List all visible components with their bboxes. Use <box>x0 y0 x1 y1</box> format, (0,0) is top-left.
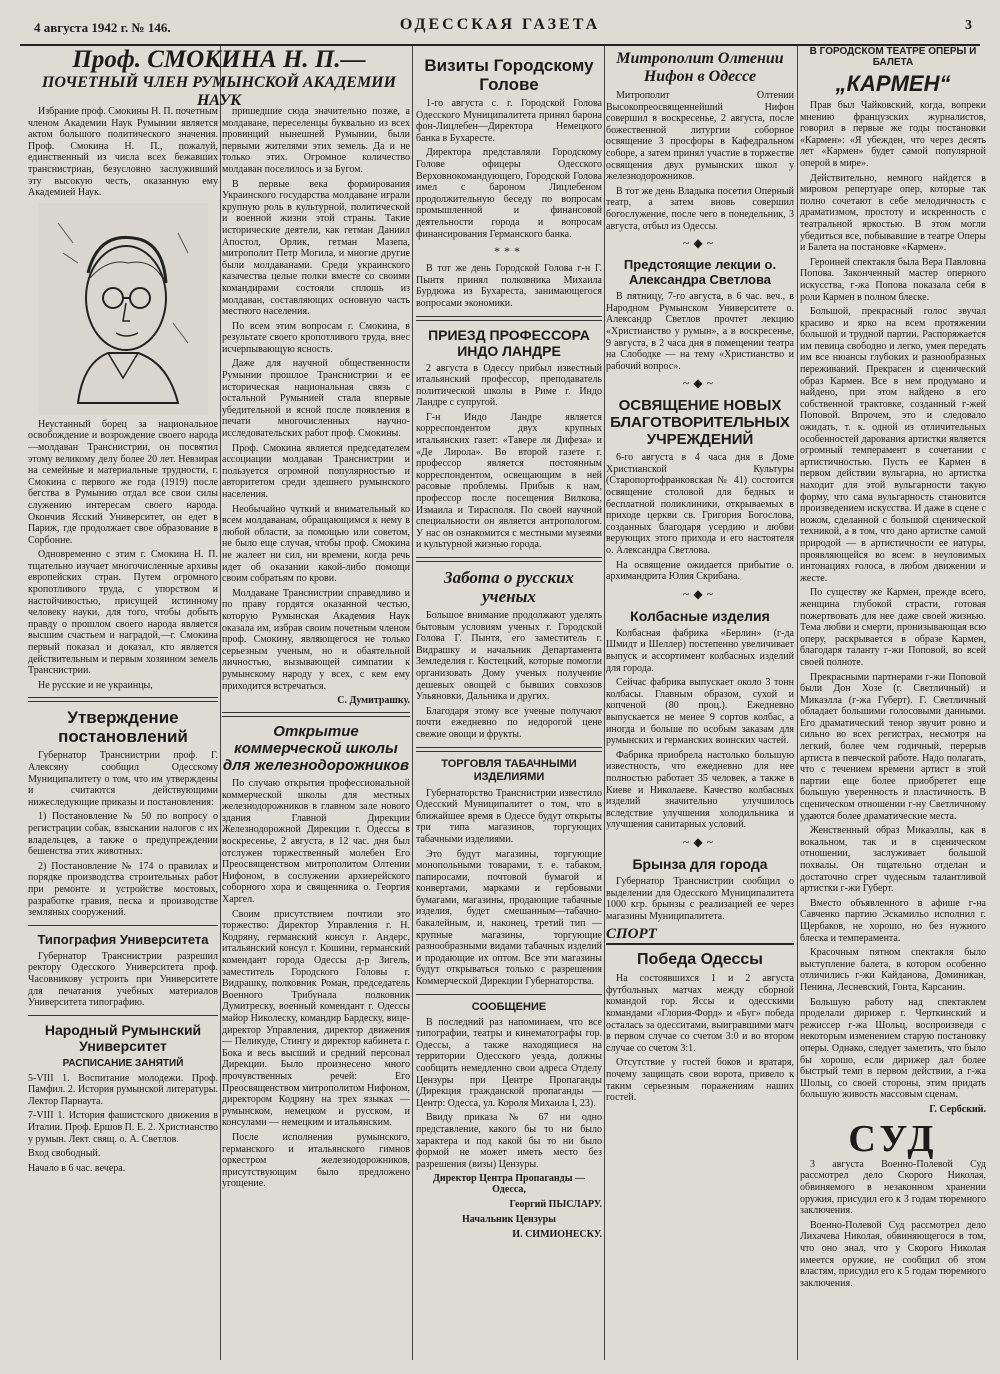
paragraph: Это будут магазины, торгующие монопольными товарами, т. е. табаком, папиросами, почтовой бумагой и конвертами, марками и гербовыми бумагами, магазины, продающие табачные изделия, будет смешанным—табачно-бакалейным, и, наконец, третий тип — крупные магазины, торгующие разнообразными видами табачных изделий и продающие их оптом. Все эти магазины будут открываться только с разрешения Коммерческой Дирекции Губернаторства. <box>416 848 602 988</box>
univer-subtitle: РАСПИСАНИЕ ЗАНЯТИЙ <box>62 1057 184 1069</box>
divider <box>416 557 602 562</box>
paragraph: 2 августа в Одессу прибыл известный итальянский профессор, преподаватель политической школы в Риме г. Индо Ландре с супругой. <box>416 362 602 409</box>
divider <box>28 1015 218 1016</box>
ornament-divider: ~◆~ <box>682 376 718 391</box>
paragraph: Вместо объявленного в афише г-на Савченко партию Эскамильо исполнил г. Щербаков, не хорошо, но без нужного блеска и темперамента. <box>800 897 986 944</box>
ornament-divider: *** <box>494 244 524 259</box>
divider <box>28 697 218 702</box>
paragraph: По всем этим вопросам г. Смокина, в результате своего кропотливого труда, внес исчерпывающую ясность. <box>222 320 410 355</box>
paragraph: Губернатор Транснистрии разрешил ректору Одесского Университета проф. Часовникову устроить при Университете для печатания учебных материалов Университета типографию. <box>28 950 218 1009</box>
mitropolit-title: Митрополит Олтении Нифон в Одессе <box>616 50 784 85</box>
soobshchenie-title: СООБЩЕНИЕ <box>471 1000 547 1013</box>
karmen-pre: В ГОРОДСКОМ ТЕАТРЕ ОПЕРЫ И БАЛЕТА <box>809 46 977 68</box>
column-5 <box>800 46 986 1364</box>
paragraph: Военно-Полевой Суд рассмотрел дело Лихачева Николая, обвиняющегося в том, что оно знал, что у Скорого Николая имеется оружие, не сообщил об этом властям, присудил его к 5 годам тюремного заключения. <box>800 1219 986 1289</box>
column-3 <box>416 46 602 1364</box>
portrait-image <box>38 203 208 415</box>
paragraph: 2) Постановление № 174 о правилах и порядке производства строительных работ при ремонте и устройстве мостовых, разработке гравия, песка и производстве земляных сооружений. <box>28 860 218 919</box>
paragraph: После исполнения румынского, германского и итальянского гимнов оркестром железнодорожников, присутствующим было предложено угощение. <box>222 1131 410 1190</box>
kommerch-title: Открытие коммерческой школы для железнодорожников <box>222 723 410 775</box>
column-rule <box>220 46 221 1360</box>
paragraph: В тот же день Владыка посетил Оперный театр, а затем вновь совершил богослужение, после чего в понедельник, 3 августа, отбыл из Одессы. <box>606 185 794 232</box>
paragraph: 6-го августа в 4 часа дня в Доме Христианской Культуры (Старопортофранковская № 41) состоится освящение столовой для бедных и бесплатной поликлиники, открываемых в приходе церкви св. Григория Богослова, созданных благодаря усердию и любви верующих этого прихода и его настоятеля о. Александра Светлова. <box>606 452 794 557</box>
tipografia-title: Типография Университета <box>37 931 209 947</box>
signature-line: Начальник Цензуры <box>462 1214 556 1226</box>
paragraph: Губернатор Транснистрии проф. Г. Алексяну сообщил Одесскому Муниципалитету о том, что им утверждены и считаются действующими нижеследующие приказы и постановления: <box>28 750 218 808</box>
schedule-item: 5-VIII 1. Воспитание молодежи. Проф. Памфил. 2. История румынской литературы. Лектор Парнаута. <box>28 1072 218 1107</box>
paragraph: Большое внимание продолжают уделять бытовым условиям ученых г. Городской Голова Г. Пынтя, его заместитель г. Видрашку и начальник Департамента Земледелия г. Костецкий, которые помогли организовать Дому ученых получение дешевых овощей с бывших совхозов Ульяновки, Дальника и других. <box>416 610 602 703</box>
article-subtitle: ПОЧЕТНЫЙ ЧЛЕН РУМЫНСКОЙ АКАДЕМИИ НАУК <box>41 74 397 109</box>
paragraph: Фабрика приобрела настолько большую известность, что ежедневно для нее полностью работает 35 человек, а также в Киеве и Николаеве. Качество колбасных изделий значительно улучшилось вследствие улучшения холодильника и улучшения санитарных условий. <box>606 749 794 831</box>
paragraph: В первые века формирования Украинского государства молдаване играли крупную роль в культурной, политической и военной жизни этой страны. Такие исторические деятели, как гетман Даниил Апостол, Орлик, гетман Мазепа, митрополит Петр Могила, и многие другие были молдаванами. Среди украинского казачества целые полки вместе со своими командирами состояли сплошь из молдаван, составляющих основную часть местного населения. <box>222 178 410 318</box>
newspaper-title: ОДЕССКАЯ ГАЗЕТА <box>399 16 601 33</box>
paragraph: 3 августа Военно-Полевой Суд рассмотрел дело Скорого Николая, обвиняемого в незаконном хранении оружия, присудил его к 3 годам тюремного заключения. <box>800 1158 986 1217</box>
paragraph: На состоявшихся 1 и 2 августа футбольных матчах между сборной командой гор. Яссы и одесскими командами «Глория-Форд» и «Буг» победа осталась за одесситами, выигравшими матч в первом случае со счетом 3:0 и во втором случае со счетом 3:1. <box>606 973 794 1054</box>
paragraph: Даже для научной общественности Румынии прошлое Транснистрии и ее историческая национальная связь с остальной Румынией стала впервые убедительной и ясной после появления в печати многочисленных научно-исследовательских работ проф. Смокины. <box>222 358 410 440</box>
ornament-divider: ~◆~ <box>682 834 718 849</box>
sport-title: Победа Одессы <box>637 951 763 969</box>
divider <box>28 925 218 926</box>
paragraph: Необычайно чуткий и внимательный ко всем молдаванам, обращающимся к нему в любой области, за помощью или советом, не было еще случая, чтобы проф. Смокина не жалеет ни сил, ни времени, когда речь идет об оказании какой-либо помощи своим собратьям по крови. <box>222 503 410 585</box>
ornament-divider: ~◆~ <box>682 586 718 601</box>
page-header <box>20 14 980 46</box>
paragraph: Неустанный борец за национальное освобождение и возрождение своего народа—молдаван Транснистрии, он посвятил этому великому делу более 20 лет. Невзирая на семейные и материальные трудности, г. Смокина с первого же года (1919) после бегства в Румынию отдал все свои силы служению интересам своего народа. Окончив Ясский Университет, он едет в Париж, где продолжает свое образование в Сорбонне. <box>28 418 218 546</box>
paragraph: Благодаря этому все ученые получают почти ежедневно по недорогой цене свежие овощи и фрукты. <box>416 705 602 740</box>
paragraph: Героиней спектакля была Вера Павловна Попова. Законченный мастер оперного искусства, г-жа Попова показала себя в роли Кармен в полном блеске. <box>800 256 986 303</box>
paragraph: Большую работу над спектаклем проделали дирижер г. Черткинский и режиссер г-жа Шольц, воспроизведя с некоторым изменением старую постановку оперы. Однако, следует заметить, что было бы хорошо, если дирижер дал более быстрый темп в первом действии, а г-жа Шольц, со своей стороны, этим придать большую живость массовым сценам. <box>800 996 986 1101</box>
paragraph: Женственный образ Микаэллы, как в вокальном, так и в сценическом отношении, заслуживает большой похвалы. Он тщательно отделан и достаточно сгрет чудесным талантливой артистки г-жи Губерт. <box>800 825 986 895</box>
page-number: 3 <box>965 18 972 33</box>
paragraph: Колбасная фабрика «Берлин» (г-да Шмидт и Шеллер) постепенно увеличивает выпуск и ассортимент колбасных изделий для города. <box>606 627 794 674</box>
divider <box>416 316 602 321</box>
paragraph: Избрание проф. Смокины Н. П. почетным членом Академии Наук Румынии является актом большого политического значения. Проф. Смокина Н. П., пожалуй, единственный из числа всех бежавших транснистриан, безусловно заслуживший эту высокую честь, оказанную ему Академией Наук. <box>28 106 218 199</box>
paragraph: Своим присутствием почтили это торжество: Директор Управления г. Н. Кодряну, германский консул г. Андерс, итальянский консул г. Кошини, германский комендант города Одессы д-р Зигель, заместитель Городского Головы г. Видрашку, полковник Роман, председатель Военного Трибунала полковник Думитреску, военный комендант г. Одессы майор Николеску, командир Бардеску, вице-директор Управления, директор движения — Пеликуде, Стингу и директор кабинета г. Бока и весь высший и средний персонал Дирекции. Было произнесено много прочувственных речей: Его Преосвященством митрополитом Нифоном, директором Кодряну на трех языках — румынском, немецком и русском, и консулами — немецким и итальянским. <box>222 908 410 1129</box>
issue-date: 4 августа 1942 г. № 146. <box>34 20 171 35</box>
paragraph: 1) Постановление № 50 по вопросу о регистрации собак, взыскании налогов с их владельцев, а также о предупреждении бешенства этих животных. <box>28 811 218 858</box>
schedule-item: Вход свободный. <box>28 1148 101 1160</box>
paragraph: Красочным пятном спектакля было выступление балета, в котором особенно отличились г-жи Кайданова, Доминикан, Пенина, Лесневский, Гонта, Карсанин. <box>800 947 986 993</box>
paragraph: Отсутствие у гостей боков и вратаря, почему защищать свои ворота, привело к таким серьезным поражениям наших гостей. <box>606 1057 794 1104</box>
lecture-schedule <box>28 1073 218 1175</box>
column-rule <box>797 46 798 1360</box>
paragraph: По случаю открытия профессиональной коммерческой школы для местных железнодорожников в главном зале нового здания Главной Дирекции Железнодорожной Дирекции г. Одессы в воскресенье, 2 августа, в 12 час. дня был отслужен торжественный молебен Его Преосвященством митрополитом Олтении Нифоном, в сослужении архиерейского соборного хора и священника о. Георгия Харгел. <box>222 778 410 906</box>
utverzhdenie-title: Утверждение постановлений <box>58 708 188 747</box>
paragraph: Прекрасными партнерами г-жи Поповой были Дон Хозе (г. Светличный) и Микаэлла (г-жа Губерт). Г. Светличный обладает большими голосовыми данными. Его драматический тенор звучит ровно и сильно во всех регистрах, несмотря на легкий, более чем годичный, перерыв артиста в певческой работе. Надо полагать, что с течением времени артист в этой партии еще более приобретет еще большую уверенность и пластичность. В сценическом отношении г-ну Светличному удаются более драматические места. <box>800 671 986 822</box>
univer-title: Народный Румынский Университет <box>44 1021 202 1054</box>
tabak-title: ТОРГОВЛЯ ТАБАЧНЫМИ ИЗДЕЛИЯМИ <box>441 757 577 783</box>
paragraph: Проф. Смокина является председателем ассоциации молдаван Транснистрии и пользуется огромной популярностью и авторитетом среди здешнего румынского населения. <box>222 442 410 500</box>
paragraph: В последний раз напоминаем, что все типографии, театры и кинематографы гор. Одессы, а также находящиеся на территории Одесского уезда, должны сообщить немедленно свои адреса Отделу Цензуры при Центре Пропаганды (Дирекция гражданской пропаганды — Центр: Одесса, ул. Короля Михаила I, 23). <box>416 1016 602 1109</box>
smokina-headline <box>28 46 410 114</box>
column-1 <box>28 106 218 1364</box>
karmen-title: „КАРМЕН“ <box>835 71 951 96</box>
author-signature: С. Думитрашку. <box>337 695 410 707</box>
brynza-title: Брынза для города <box>632 855 768 872</box>
paragraph: Прав был Чайковский, когда, вопреки мнению французских журналистов, говорил в первые же годы постановки «Кармен»: «Я убежден, что через десять лет «Кармен» будет самой популярной оперой в мире». <box>800 100 986 169</box>
paragraph: Действительно, немного найдется в мировом репертуаре опер, которые так полно сочетают в себе мелодичность с драматизмом, простоту и искренность с театральной яркостью. В этом могли убедиться все, побывавшие в театре Оперы и Балета на постановке «Кармен». <box>800 172 986 254</box>
vizity-title: Визиты Городскому Голове <box>424 56 594 94</box>
schedule-item: 7-VIII 1. История фашистского движения в Италии. Проф. Ершов П. Е. 2. Христианство у румын. Лект. свящ. о. А. Светлов. <box>28 1110 218 1145</box>
divider <box>416 994 602 995</box>
sport-section-label: СПОРТ <box>606 926 794 945</box>
divider <box>416 747 602 752</box>
article-title: Проф. СМОКИНА Н. П.— <box>72 46 366 73</box>
paragraph: Молдаване Транснистрии справедливо и по праву гордятся оказанной честью, которую Румынская Академия Наук оказала им, избрав своим почетным членом проф. Смокину, являющегося не только серьезным ученым, но и обаятельной личностью, вызывающей симпатии к румынскому народу у всех, с кем ему приходится встречаться. <box>222 587 410 692</box>
paragraph: Директора представляли Городскому Голове офицеры Одесского Верховнокомандующего, Городской Голова имел с бароном Лицлебеном продолжительную беседу по вопросам промышленной и финансовой деятельности города и вопросам финансирования Германского банка. <box>416 147 602 240</box>
paragraph: пришедшие сюда значительно позже, а молдаване, переселенцы буквально из всех провинций нынешней Румынии, были первыми жителями этих земель. Да и не только этих. Огромное количество молдаван поселилось и за Бугом. <box>222 106 410 175</box>
osvyashchenie-title: ОСВЯЩЕНИЕ НОВЫХ БЛАГОТВОРИТЕЛЬНЫХ УЧРЕЖДЕНИЙ <box>610 397 790 449</box>
paragraph: Ввиду приказа № 67 ни одно представление, какого бы то ни было характера и под какой бы то ни было формой не может иметь место без разрешения (визы) Цензуры. <box>416 1112 602 1170</box>
paragraph: Митрополит Олтении Высокопреосвященнейший Нифон совершил в воскресенье, 2 августа, после божественной литургии соборное освящение 3 просфоры в Кафедральном соборе, а затем принял участие в торжестве освящения двух румынских школ у железнодорожников. <box>606 90 794 183</box>
paragraph: Сейчас фабрика выпускает около 3 тонн колбасы. Главным образом, сухой и копченой (80 проц.). Ежедневно выпускается не менее 9 сортов колбас, а иногда и больше по особым заказам для румынских и германских воинских частей. <box>606 677 794 747</box>
paragraph: Г-н Индо Ландре является корреспондентом двух крупных итальянских газет: «Тавере ля Дифеза» и «Де Лирола». Во второй газете г. профессор является постоянным корреспондентом, освещающим в ней расовые проблемы. Прибыв к нам, профессор после посещения Вилкова, Измаила и Тирасполя. По своей научной специальности он является антропологом. У нас он ознакомится с местными музеями и культурной жизнью города. <box>416 411 602 551</box>
paragraph: Большой, прекрасный голос звучал красиво и ярко на всем протяжении большой и трудной партии. Распоряжается им певица свободно и легко, умея передать им все нюансы глубоких и разнообразных переживаний. Прекрасен и сценический образ Кармен. Все в нем продумано и найдено, при этом найдено в его собственной трактовке, созданный г-жей Поповой. Впрочем, это и следовало ожидать, т. к. одной из отличительных особенностей дарования артистки является огромный темперамент в сочетании с артистичностью. Пусть ее Кармен в первом действии вульгарна, но артистка находит для этой вульгарности такую форму, что сама вульгарность становится произведением искусства. И даже в сцене с ножом, сделанной с большой сценической техникой, а в том, что дано артистке самой природой — в артистичности ее натуры, проявляющейся во всем: в неуловимых интонациях голоса, в любом движении и жесте. <box>800 306 986 584</box>
paragraph: Губернатор Транснистрии сообщил о выделении для Одесского Муниципалитета 1000 кгр. брынзы с реализацией ее через магазины Муниципалитета. <box>606 875 794 922</box>
paragraph: В тот же день Городской Голова г-н Г. Пынтя принял полковника Михаила Бурдюжа из Бухареста, занимающегося вопросами экономики. <box>416 263 602 309</box>
paragraph: В пятницу, 7-го августа, в 6 час. веч., в Народном Румынском Университете о. Александр Светлов прочтет лекцию «Христианство у румын», а в воскресенье, 9 августа, в 2 часа дня в помещении театра на Слободке — на тему «Христианство и рабочий вопрос». <box>606 291 794 372</box>
paragraph: На освящение ожидается прибытие о. архимандрита Юлия Скрибана. <box>606 559 794 583</box>
column-4 <box>606 46 794 1364</box>
signature-name: Георгий ПЫСЛАРУ. <box>509 1199 602 1211</box>
divider <box>222 712 410 717</box>
lekcii-title: Предстоящие лекции о. Александра Светлова <box>623 257 777 288</box>
signature-name: И. СИМИОНЕСКУ. <box>512 1229 602 1241</box>
author-signature: Г. Сербский. <box>929 1103 986 1115</box>
zabota-title: Забота о русских ученых <box>443 568 575 606</box>
paragraph: По существу же Кармен, прежде всего, женщина глубокой страсти, готовая пожертвовать для нее даже своей жизнью. Тема любви и смерти, пронизывающая всю оперу, раскрывается в образе Кармен, благодаря таланту г-жи Поповой, во всей своей полноте. <box>800 587 986 668</box>
paragraph: Губернаторство Транснистрии известило Одесский Муниципалитет о том, что в ближайшее время в Одессе будут открыты три типа магазинов, торгующих табачными изделиями. <box>416 787 602 845</box>
priezd-title: ПРИЕЗД ПРОФЕССОРА ИНДО ЛАНДРЕ <box>428 326 590 359</box>
paragraph: Одновременно с этим г. Смокина Н. П. тщательно изучает многочисленные архивы европейских стран. Путем огромного кропотливого труда, с упорством и настойчивостью, присущей истинному человеку науки, для того, чтобы добыть правду о прошлом своего народа является высшим счастьем и наградой,—г. Смокина первый показал и доказал, кто является действительным и первым хозяином земель Транснистрии. <box>28 549 218 677</box>
signature-line: Директор Центра Пропаганды — Одесса, <box>432 1173 586 1196</box>
column-2 <box>222 106 410 1364</box>
column-rule <box>412 46 413 1360</box>
column-rule <box>604 46 605 1360</box>
paragraph: 1-го августа с. г. Городской Голова Одесского Муниципалитета принял барона фон-Лицлебен—Директора Немецкого банка в Бухаресте. <box>416 98 602 144</box>
kolbasa-title: Колбасные изделия <box>630 607 770 624</box>
ornament-divider: ~◆~ <box>682 236 718 251</box>
paragraph: Не русские и не украинцы, <box>38 679 153 691</box>
schedule-item: Начало в 6 час. вечера. <box>28 1162 126 1174</box>
sud-title: СУД <box>848 1117 938 1160</box>
